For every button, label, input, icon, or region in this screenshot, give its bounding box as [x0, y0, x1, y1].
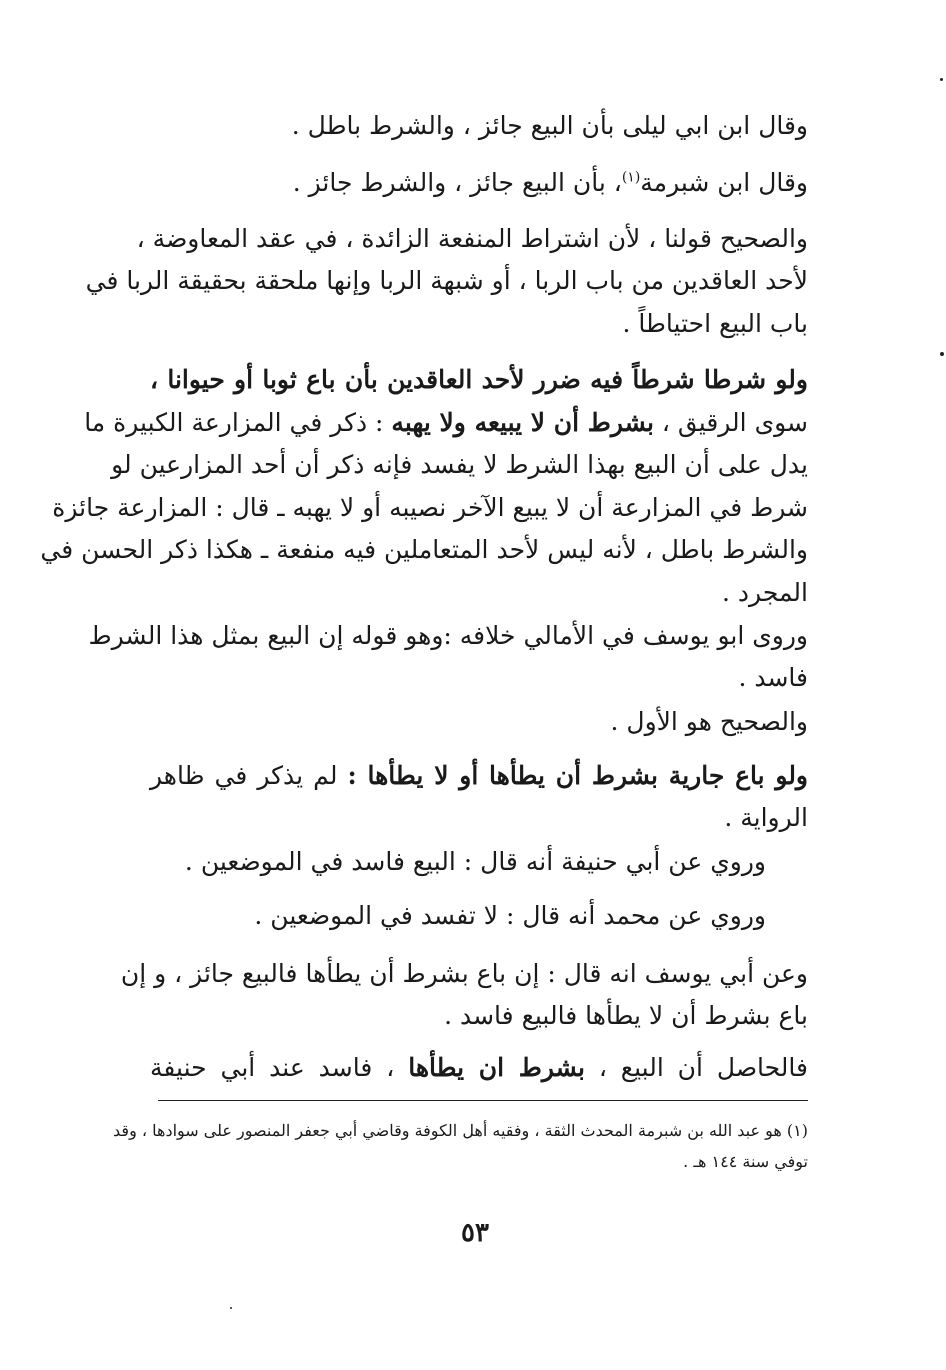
scan-speck — [230, 1307, 232, 1309]
scan-speck — [940, 78, 943, 81]
text-line: باع بشرط أن لا يطأها فالبيع فاسد . — [444, 1001, 808, 1030]
text-line: وروي عن محمد أنه قال : لا تفسد في الموضعين . — [254, 901, 766, 930]
text-line: يدل على أن البيع بهذا الشرط لا يفسد فإنه ذكر أن أحد المزارعين لو — [111, 450, 808, 479]
text-line: المجرد . — [722, 578, 808, 607]
text-line: شرط في المزارعة أن لا يبيع الآخر نصيبه أو لا يهبه ـ قال : المزارعة جائزة — [52, 493, 808, 522]
text-line: فالحاصل أن البيع ، بشرط ان يطأها ، فاسد عند أبي حنيفة — [150, 1053, 808, 1082]
text-line: والصحيح قولنا ، لأن اشتراط المنفعة الزائدة ، في عقد المعاوضة ، — [136, 224, 808, 253]
text-line: الرواية . — [724, 803, 808, 832]
text-line: والصحيح هو الأول . — [610, 707, 808, 736]
text-line: وقال ابن شبرمة$^{(١)}$، بأن البيع جائز ، والشرط جائز . — [292, 168, 808, 197]
footnote-marker: (١) — [621, 169, 641, 186]
text-line: والشرط باطل ، لأنه ليس لأحد المتعاملين فيه منفعة ـ هكذا ذكر الحسن في — [40, 535, 808, 564]
text-line: ولو شرطا شرطاً فيه ضرر لأحد العاقدين بأن باع ثوبا أو حيوانا ، — [150, 365, 808, 394]
text-line: فاسد . — [738, 663, 808, 692]
page-number: ٥٣ — [461, 1218, 489, 1248]
text-line: وروى ابو يوسف في الأمالي خلافه :وهو قوله إن البيع بمثل هذا الشرط — [88, 621, 808, 650]
text-line: وروي عن أبي حنيفة أنه قال : البيع فاسد في الموضعين . — [184, 847, 766, 876]
scan-speck — [940, 352, 944, 356]
text-line: لأحد العاقدين من باب الربا ، أو شبهة الربا وإنها ملحقة بحقيقة الربا في — [85, 266, 808, 295]
text-line: ولو باع جارية بشرط أن يطأها أو لا يطأها : لم يذكر في ظاهر — [150, 761, 809, 790]
text-line: وقال ابن ابي ليلى بأن البيع جائز ، والشرط باطل . — [291, 111, 808, 140]
footnote-line: توفي سنة ١٤٤ هـ . — [683, 1152, 808, 1171]
text-line: سوى الرقيق ، بشرط أن لا يبيعه ولا يهبه : ذكر في المزارعة الكبيرة ما — [84, 408, 808, 437]
footnote-line: (١) هو عبد الله بن شبرمة المحدث الثقة ، وفقيه أهل الكوفة وقاضي أبي جعفر المنصور على سوادها ، وقد — [113, 1121, 808, 1140]
footnote-divider — [158, 1100, 808, 1101]
text-line: وعن أبي يوسف انه قال : إن باع بشرط أن يطأها فالبيع جائز ، و إن — [120, 959, 808, 988]
text-line: باب البيع احتياطاً . — [622, 309, 808, 338]
